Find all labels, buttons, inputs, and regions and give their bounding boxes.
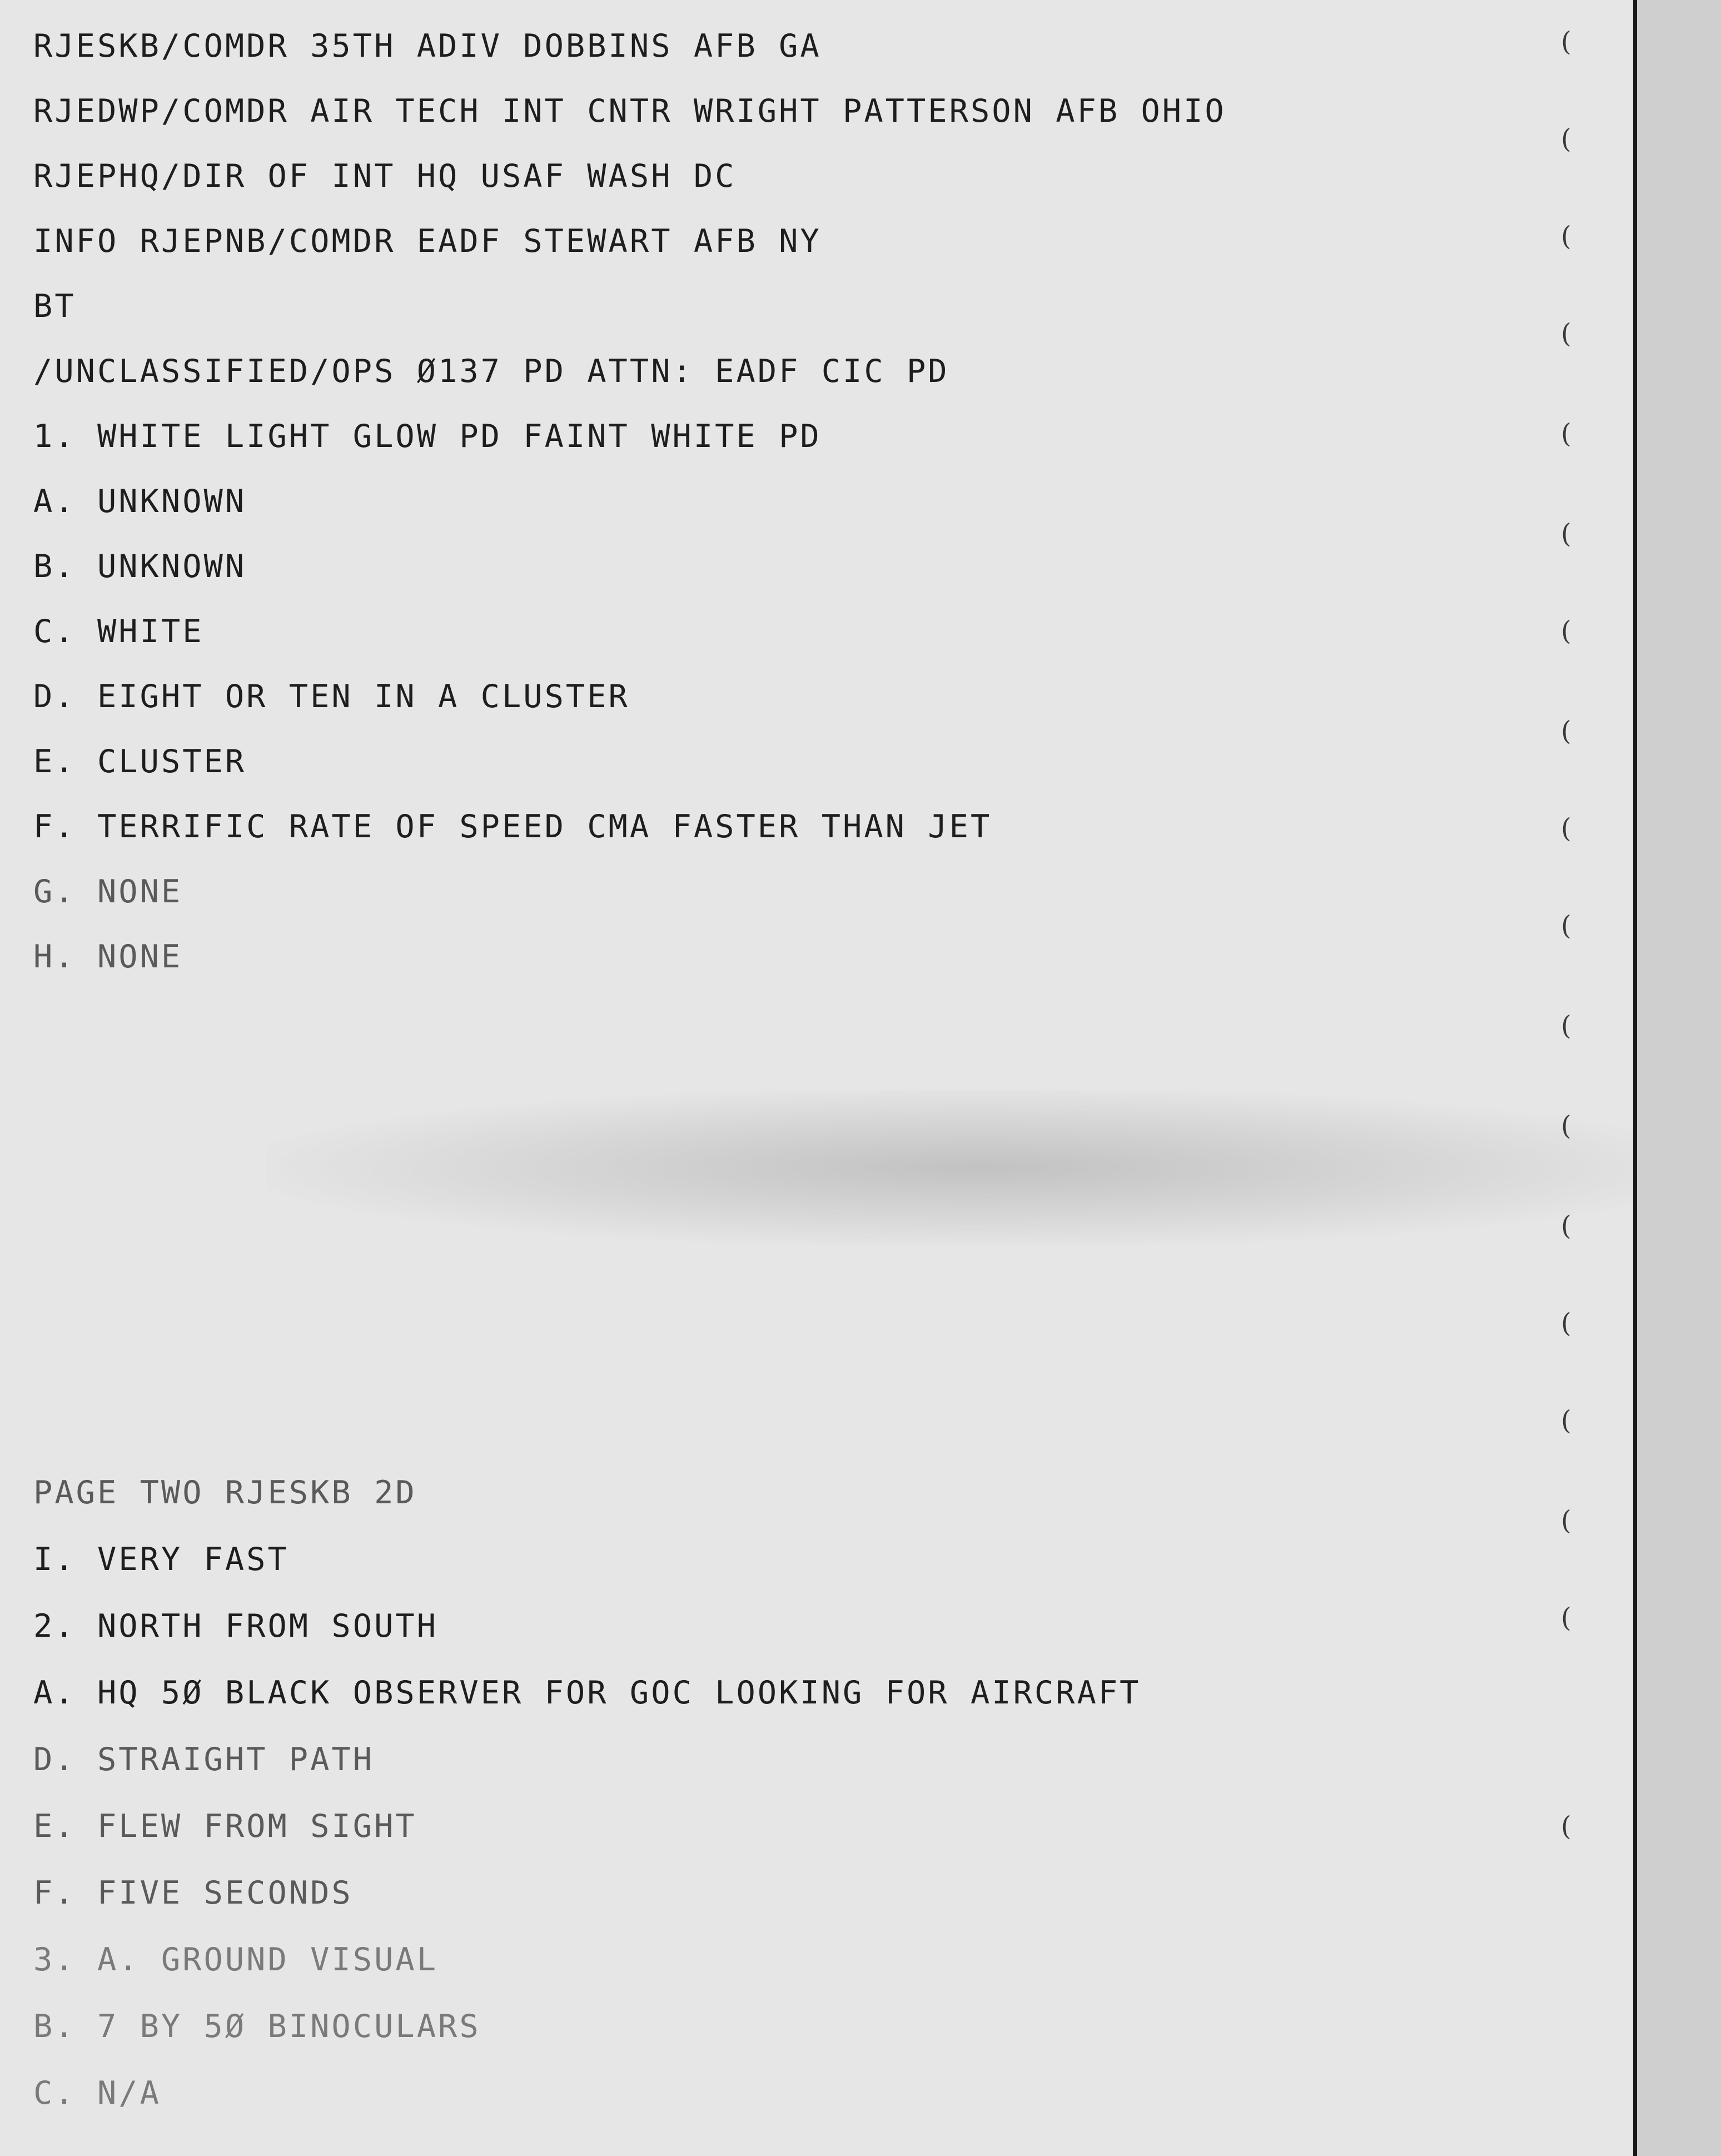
feed-hole-icon (1561, 617, 1583, 645)
report-item: D. STRAIGHT PATH (33, 1741, 375, 1778)
feed-hole-icon (1561, 1407, 1583, 1434)
feed-hole-icon (1561, 520, 1583, 548)
feed-hole-icon (1561, 222, 1583, 250)
report-item: F. FIVE SECONDS (33, 1875, 353, 1911)
feed-hole-icon (1561, 125, 1583, 153)
report-item: I. VERY FAST (33, 1541, 289, 1578)
report-item: C. N/A (33, 2075, 161, 2112)
feed-hole-icon (1561, 717, 1583, 745)
classification-line: /UNCLASSIFIED/OPS Ø137 PD ATTN: EADF CIC PD (33, 353, 949, 390)
feed-hole-icon (1561, 420, 1583, 448)
report-item: F. TERRIFIC RATE OF SPEED CMA FASTER THAN JET (33, 808, 992, 845)
report-item: D. EIGHT OR TEN IN A CLUSTER (33, 678, 630, 715)
feed-hole-icon (1561, 912, 1583, 940)
feed-hole-icon (1561, 28, 1583, 56)
feed-hole-icon (1561, 1112, 1583, 1140)
report-item: A. HQ 5Ø BLACK OBSERVER FOR GOC LOOKING FOR AIRCRAFT (33, 1675, 1141, 1711)
feed-hole-icon (1561, 1309, 1583, 1337)
report-item: G. NONE (33, 873, 183, 910)
routing-line: RJEPHQ/DIR OF INT HQ USAF WASH DC (33, 158, 737, 195)
routing-line: RJESKB/COMDR 35TH ADIV DOBBINS AFB GA (33, 28, 822, 64)
report-item: H. NONE (33, 938, 183, 975)
report-item: E. CLUSTER (33, 743, 247, 780)
feed-hole-icon (1561, 1604, 1583, 1632)
report-item: 1. WHITE LIGHT GLOW PD FAINT WHITE PD (33, 418, 822, 455)
report-item: B. 7 BY 5Ø BINOCULARS (33, 2008, 481, 2045)
report-item: 2. NORTH FROM SOUTH (33, 1608, 439, 1645)
feed-hole-icon (1561, 1212, 1583, 1240)
smudge-mark (267, 1090, 1690, 1245)
feed-hole-icon (1561, 1507, 1583, 1534)
report-item: E. FLEW FROM SIGHT (33, 1808, 417, 1845)
report-item: C. WHITE (33, 613, 204, 650)
paper-margin-strip (1637, 0, 1721, 2156)
feed-hole-icon (1561, 1012, 1583, 1040)
tractor-feed-holes (1561, 0, 1594, 2156)
routing-line: RJEDWP/COMDR AIR TECH INT CNTR WRIGHT PATTERSON AFB OHIO (33, 93, 1226, 130)
report-item: 3. A. GROUND VISUAL (33, 1941, 439, 1978)
report-item: A. UNKNOWN (33, 483, 247, 520)
routing-line: INFO RJEPNB/COMDR EADF STEWART AFB NY (33, 223, 822, 260)
break-marker: BT (33, 288, 76, 325)
report-item: B. UNKNOWN (33, 548, 247, 585)
feed-hole-icon (1561, 320, 1583, 347)
feed-hole-icon (1561, 814, 1583, 842)
feed-hole-icon (1561, 1812, 1583, 1840)
page-two-header: PAGE TWO RJESKB 2D (33, 1474, 417, 1511)
